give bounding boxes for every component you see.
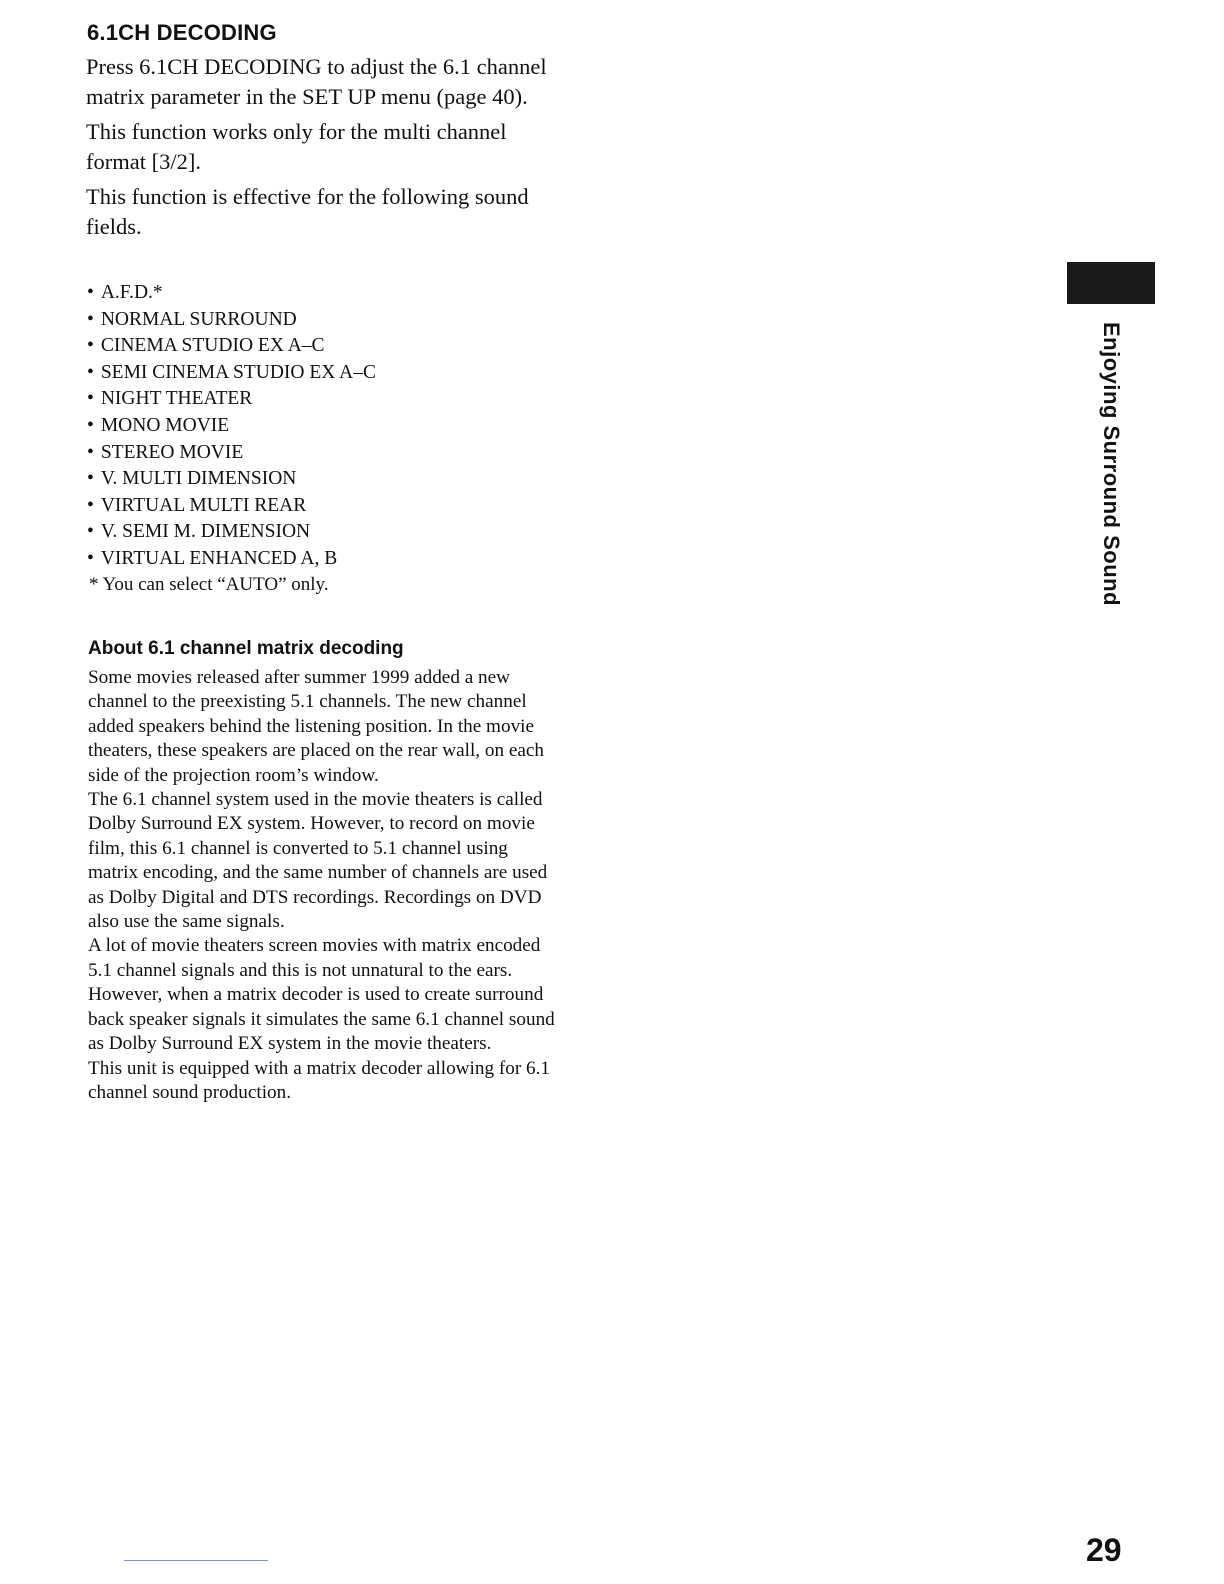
sound-field-item: • NORMAL SURROUND [87, 307, 557, 334]
intro-paragraph: This function is effective for the following sound fields. [86, 184, 529, 239]
sound-field-item: • MONO MOVIE [87, 413, 557, 440]
sound-field-item: • V. SEMI M. DIMENSION [87, 519, 557, 546]
intro-text [86, 52, 556, 247]
page-number: 29 [1086, 1532, 1122, 1568]
sound-field-item: • NIGHT THEATER [87, 386, 557, 413]
section-heading: 6.1CH DECODING [87, 20, 277, 45]
sound-field-item: • V. MULTI DIMENSION [87, 466, 557, 493]
sound-field-item: • STEREO MOVIE [87, 440, 557, 467]
about-paragraph: A lot of movie theaters screen movies with matrix encoded 5.1 channel signals and this is not unnatural to the ears. However, when a matrix decoder is used to create surround back speaker signals it simulates the same 6.1 channel sound as Dolby Surround EX system in the movie theaters. [88, 935, 555, 1055]
footer-rule [124, 1560, 268, 1561]
sound-field-item: • VIRTUAL ENHANCED A, B [87, 546, 557, 573]
about-paragraph: This unit is equipped with a matrix decoder allowing for 6.1 channel sound production. [88, 1057, 550, 1103]
intro-paragraph: This function works only for the multi channel format [3/2]. [86, 119, 507, 174]
chapter-tab-label: Enjoying Surround Sound [1099, 322, 1124, 607]
sound-field-list [87, 280, 557, 573]
sound-field-item: • SEMI CINEMA STUDIO EX A–C [87, 360, 557, 387]
chapter-tab-marker [1067, 262, 1155, 304]
about-paragraph: Some movies released after summer 1999 added a new channel to the preexisting 5.1 channels. The new channel added speakers behind the listening position. In the movie theaters, these speakers are placed on the rear wall, on each side of the projection room’s window. [88, 667, 545, 786]
sound-field-item: • VIRTUAL MULTI REAR [87, 493, 557, 520]
intro-paragraph: Press 6.1CH DECODING to adjust the 6.1 channel matrix parameter in the SET UP menu (page 40). [86, 54, 547, 109]
about-heading: About 6.1 channel matrix decoding [88, 638, 404, 659]
sound-field-item: • CINEMA STUDIO EX A–C [87, 333, 557, 360]
sound-field-item: • A.F.D.* [87, 280, 557, 307]
about-paragraph: The 6.1 channel system used in the movie theaters is called Dolby Surround EX system. However, to record on movie film, this 6.1 channel is converted to 5.1 channel using matrix encoding, and the same number of channels are used as Dolby Digital and DTS recordings. Recordings on DVD also use the same signals. [88, 789, 548, 933]
footnote: * You can select “AUTO” only. [89, 574, 329, 595]
about-body [88, 666, 558, 1105]
